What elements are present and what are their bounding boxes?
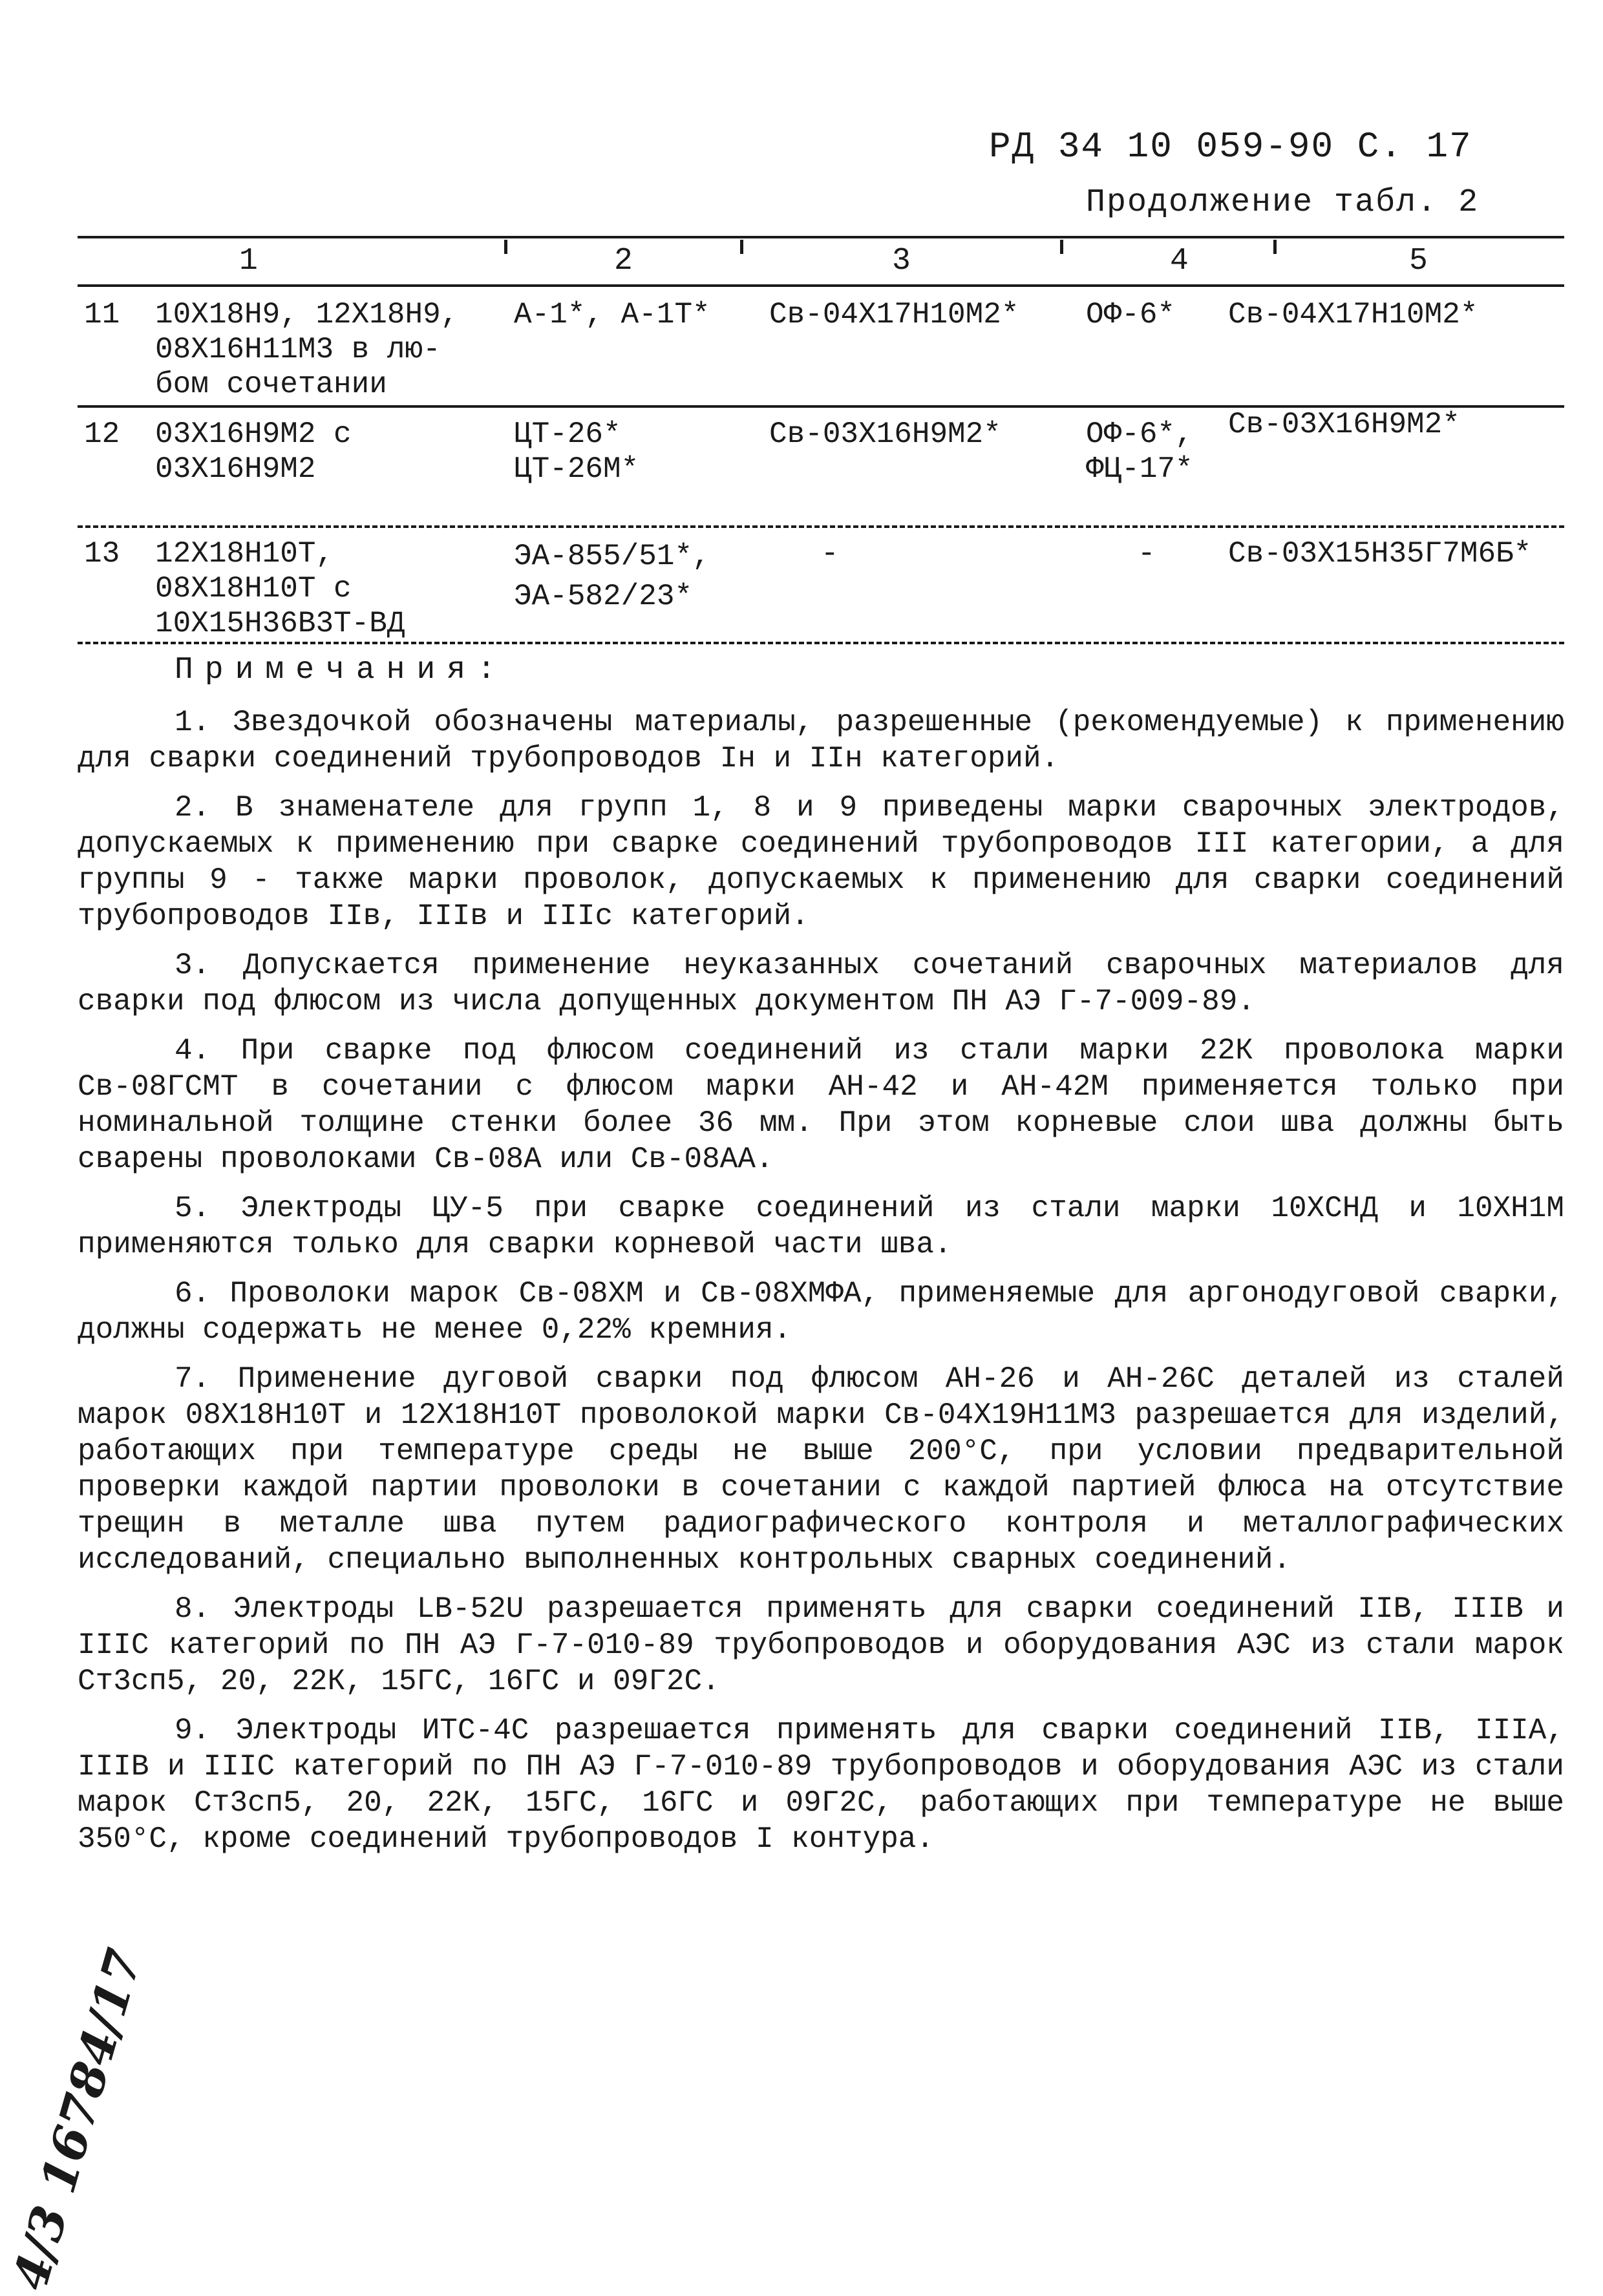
cell-electrodes: А-1*, А-1Т* <box>514 298 710 332</box>
cell-wire-flux: Св-03Х16Н9М2* <box>1228 408 1460 441</box>
note-item: 7. Применение дуговой сварки под флюсом АН-26 и АН-26С деталей из сталей марок 08Х18Н10Т и 12Х18Н10Т проволокой марки Св-04Х19Н11М3 разрешается для изделий, работающих при температуре среды не выше 200°С, при условии предварительной проверки каждой партии проволоки в сочетании с каждой партией флюса на отсутствие трещин в металле шва путем радиографического контроля и металлографических исследований, специально выполненных контрольных сварных соединений. <box>78 1362 1564 1577</box>
cell-wire-flux: Св-03Х15Н35Г7М6Б* <box>1228 537 1532 571</box>
notes-section <box>78 653 1564 1857</box>
cell-flux: ОФ-6*, ФЦ-17* <box>1086 417 1193 486</box>
table-continuation-label: Продолжение табл. 2 <box>1086 184 1480 221</box>
note-item: 8. Электроды LB-52U разрешается применять для сварки соединений IIВ, IIIВ и IIIС категорий по ПН АЭ Г-7-010-89 трубопроводов и оборудования АЭС из стали марок Ст3сп5, 20, 22К, 15ГС, 16ГС и 09Г2С. <box>78 1592 1564 1698</box>
cell-flux: - <box>1138 537 1156 571</box>
cell-wire-gas: Св-04Х17Н10М2* <box>769 298 1019 332</box>
column-divider-tick <box>1060 240 1063 254</box>
row-number: 12 <box>84 417 120 451</box>
column-divider-tick <box>1273 240 1277 254</box>
note-item: 1. Звездочкой обозначены материалы, разрешенные (рекомендуемые) к применению для сварки соединений трубопроводов Iн и IIн категорий. <box>78 706 1564 775</box>
column-number-4: 4 <box>1170 244 1189 279</box>
column-number-1: 1 <box>239 244 258 279</box>
table-header-rule <box>78 284 1564 287</box>
cell-wire-flux: Св-04Х17Н10М2* <box>1228 298 1478 332</box>
cell-electrodes: ЦТ-26* ЦТ-26М* <box>514 417 639 486</box>
column-divider-tick <box>504 240 507 254</box>
column-number-3: 3 <box>892 244 911 279</box>
cell-wire-gas: - <box>821 537 839 571</box>
note-item: 5. Электроды ЦУ-5 при сварке соединений из стали марки 10ХСНД и 10ХН1М применяются только для сварки корневой части шва. <box>78 1192 1564 1261</box>
cell-wire-gas: Св-03Х16Н9М2* <box>769 417 1001 451</box>
row-number: 13 <box>84 537 120 571</box>
notes-title: Примечания: <box>175 653 507 688</box>
note-item: 4. При сварке под флюсом соединений из стали марки 22К проволока марки Св-08ГСМТ в сочетании с флюсом марки АН-42 и АН-42М применяется только при номинальной толщине стенки более 36 мм. При этом корневые слои шва должны быть сварены проволоками Св-08А или Св-08АА. <box>78 1034 1564 1176</box>
cell-steel-grade: 12Х18Н10Т, 08Х18Н10Т с 10Х15Н36В3Т-ВД <box>155 537 405 640</box>
column-number-2: 2 <box>614 244 633 279</box>
row-separator <box>78 525 1564 528</box>
document-reference: РД 34 10 059-90 С. 17 <box>989 126 1472 167</box>
row-number: 11 <box>84 298 120 332</box>
note-item: 2. В знаменателе для групп 1, 8 и 9 приведены марки сварочных электродов, допускаемых к применению при сварке соединений трубопроводов III категории, а для группы 9 - также марки проволок, допускаемых к применению для сварки соединений трубопроводов IIв, IIIв и IIIс категорий. <box>78 791 1564 933</box>
handwritten-archive-mark <box>2 1943 153 2296</box>
cell-steel-grade: 03Х16Н9М2 с 03Х16Н9М2 <box>155 417 352 486</box>
cell-steel-grade: 10Х18Н9, 12Х18Н9, 08Х16Н11М3 в лю- бом сочетании <box>155 298 459 401</box>
note-item: 3. Допускается применение неуказанных сочетаний сварочных материалов для сварки под флюсом из числа допущенных документом ПН АЭ Г-7-009-89. <box>78 949 1564 1018</box>
cell-flux: ОФ-6* <box>1086 298 1176 332</box>
note-item: 9. Электроды ИТС-4С разрешается применять для сварки соединений IIВ, IIIА, IIIВ и IIIС категорий по ПН АЭ Г-7-010-89 трубопроводов и оборудования АЭС из стали марок Ст3сп5, 20, 22К, 15ГС, 16ГС и 09Г2С, работающих при температуре не выше 350°С, кроме соединений трубопроводов I контура. <box>78 1714 1564 1856</box>
note-item: 6. Проволоки марок Св-08ХМ и Св-08ХМФА, применяемые для аргонодуговой сварки, должны содержать не менее 0,22% кремния. <box>78 1277 1564 1347</box>
archive-mark-text: 4/3 16784/17 <box>2 1943 153 2296</box>
table-bottom-rule <box>78 642 1564 644</box>
column-divider-tick <box>740 240 743 254</box>
column-number-5: 5 <box>1409 244 1428 279</box>
cell-electrodes: ЭА-855/51*, ЭА-582/23* <box>514 540 710 613</box>
table-top-rule <box>78 236 1564 238</box>
